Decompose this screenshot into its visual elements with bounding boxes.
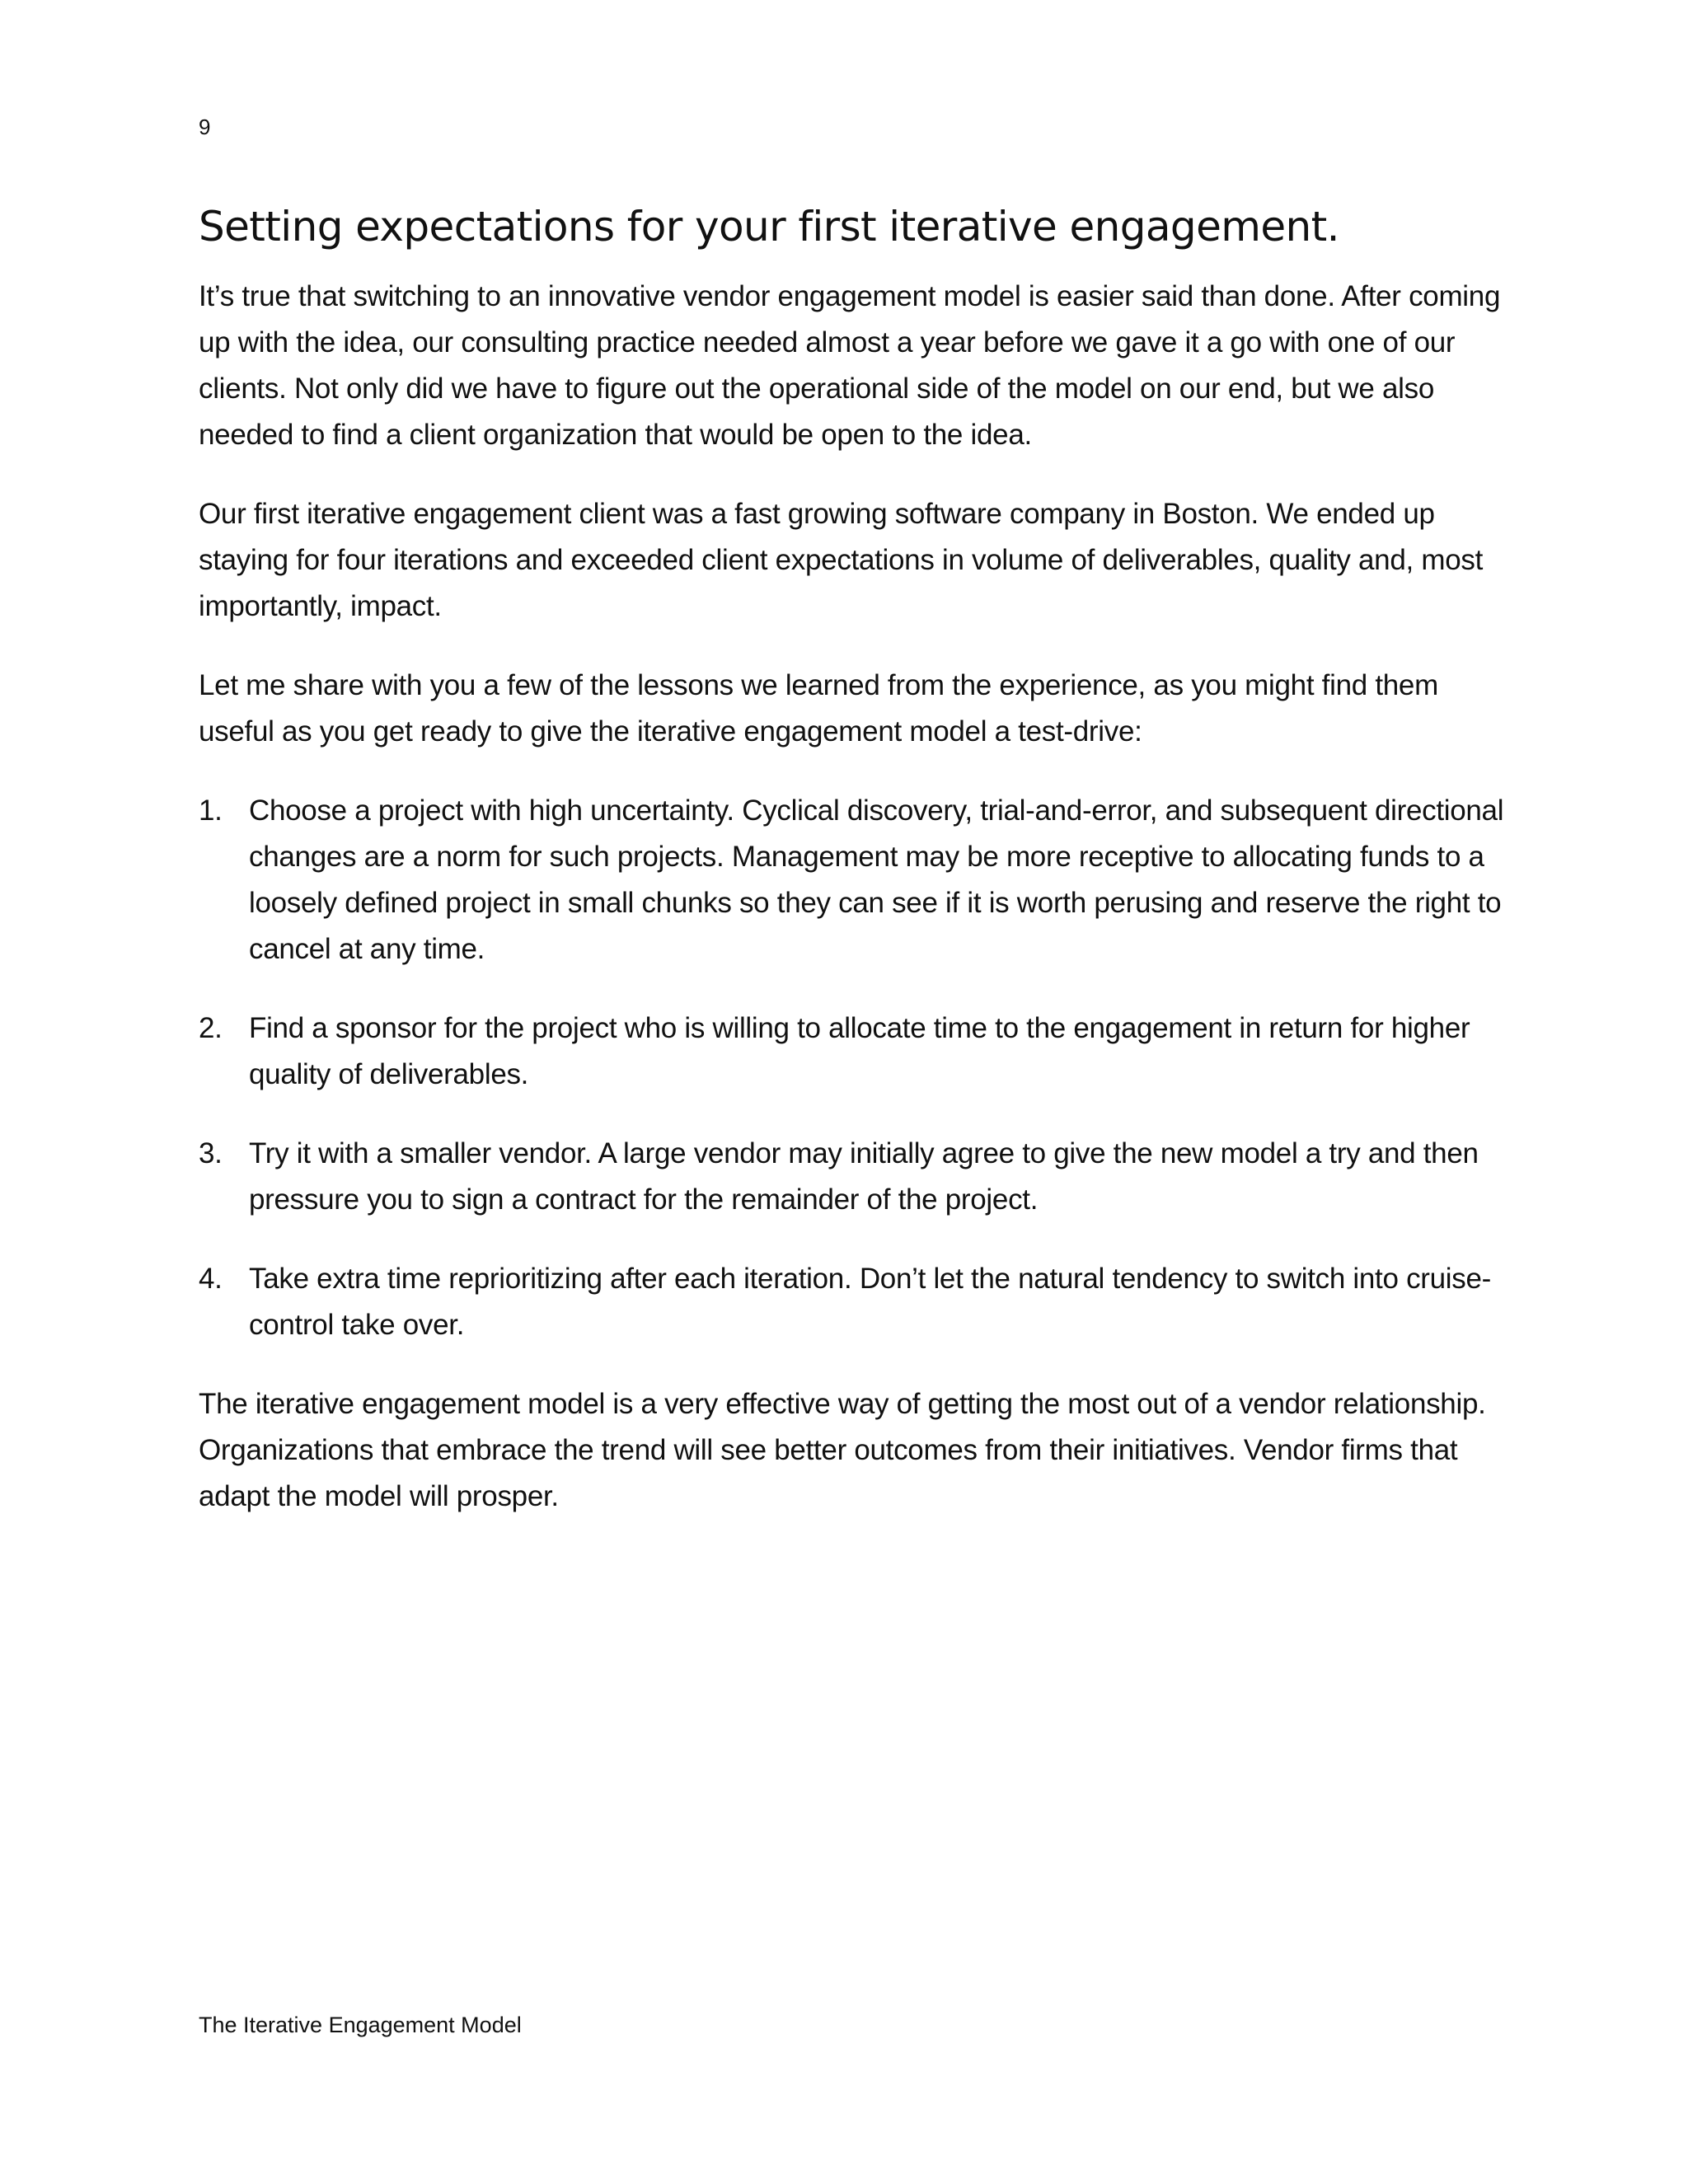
section-title: Setting expectations for your first iterative engagement. bbox=[199, 203, 1339, 251]
list-marker: 1. bbox=[199, 794, 223, 827]
list-item bbox=[199, 1131, 1509, 1223]
page-number: 9 bbox=[199, 115, 211, 139]
paragraph-first-client: Our first iterative engagement client was a fast growing software company in Boston. We ended up staying for four iterations and exceeded client expectations in volume of deliverables, quality and, most importantly, impact. bbox=[199, 498, 1484, 622]
list-item-text: Choose a project with high uncertainty. Cyclical discovery, trial-and-error, and subsequent directional changes are a norm for such projects. Management may be more receptive to allocating funds to a loosely defined project in small chunks so they can see if it is worth perusing and reserve the right to cancel at any time. bbox=[249, 794, 1504, 965]
page-content bbox=[199, 198, 1509, 1553]
lessons-list bbox=[199, 788, 1509, 1348]
list-marker: 2. bbox=[199, 1012, 223, 1044]
list-item-text: Take extra time reprioritizing after each iteration. Don’t let the natural tendency to switch into cruise-control take over. bbox=[249, 1263, 1491, 1341]
list-marker: 3. bbox=[199, 1137, 223, 1169]
page-footer: The Iterative Engagement Model bbox=[199, 2013, 522, 2037]
list-item bbox=[199, 1005, 1509, 1098]
list-item-text: Find a sponsor for the project who is willing to allocate time to the engagement in return for higher quality of deliverables. bbox=[249, 1012, 1470, 1090]
paragraph-lessons-lead: Let me share with you a few of the lessons we learned from the experience, as you might find them useful as you get ready to give the iterative engagement model a test-drive: bbox=[199, 669, 1438, 748]
list-item bbox=[199, 788, 1509, 972]
paragraph-intro: It’s true that switching to an innovative vendor engagement model is easier said than done. After coming up with the idea, our consulting practice needed almost a year before we gave it a go with one of our clients. Not only did we have to figure out the operational side of the model on our end, but we also needed to find a client organization that would be open to the idea. bbox=[199, 280, 1501, 451]
list-marker: 4. bbox=[199, 1263, 223, 1295]
paragraph-conclusion: The iterative engagement model is a very effective way of getting the most out of a vendor relationship. Organizations that embrace the trend will see better outcomes from their initiatives. Vendor firms that adapt the model will prosper. bbox=[199, 1388, 1486, 1512]
list-item bbox=[199, 1256, 1509, 1348]
list-item-text: Try it with a smaller vendor. A large vendor may initially agree to give the new model a try and then pressure you to sign a contract for the remainder of the project. bbox=[249, 1137, 1479, 1216]
